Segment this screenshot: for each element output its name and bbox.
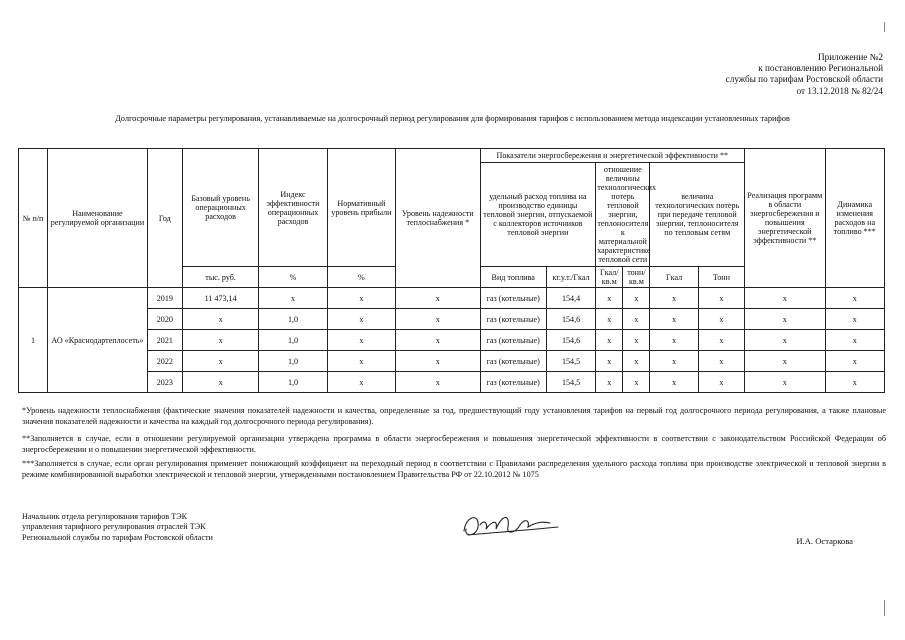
position-line: Региональной службы по тарифам Ростовской области — [22, 532, 213, 542]
cell-fuel: 154,6 — [546, 309, 595, 330]
cell-reliability: x — [396, 351, 480, 372]
document-title: Долгосрочные параметры регулирования, устанавливаемые на долгосрочный период регулирования для формирования тарифов с использованием метода индексации установленных тарифов — [115, 114, 790, 123]
cell-fuel: 154,6 — [546, 330, 595, 351]
unit-ratio-gcal: Гкал/кв.м — [596, 267, 623, 288]
cell-index: 1,0 — [259, 351, 327, 372]
cell-program: x — [745, 309, 825, 330]
cell-fuel-type: газ (котельные) — [480, 309, 546, 330]
cell-norm: x — [327, 351, 395, 372]
cell-reliability: x — [396, 330, 480, 351]
cell-ratio-gcal: x — [596, 372, 623, 393]
cell-reliability: x — [396, 309, 480, 330]
cell-dynamics: x — [825, 330, 885, 351]
cell-dynamics: x — [825, 372, 885, 393]
header-line: службы по тарифам Ростовской области — [725, 74, 883, 85]
cell-loss-gcal: x — [650, 288, 698, 309]
scan-mark — [884, 22, 885, 32]
header-num: № п/п — [19, 149, 48, 288]
cell-norm: x — [327, 288, 395, 309]
cell-year: 2023 — [147, 372, 182, 393]
cell-norm: x — [327, 372, 395, 393]
header-line: Приложение №2 — [818, 52, 883, 62]
cell-loss-gcal: x — [650, 330, 698, 351]
cell-index: 1,0 — [259, 372, 327, 393]
cell-year: 2019 — [147, 288, 182, 309]
cell-index: 1,0 — [259, 309, 327, 330]
org-number: 1 — [19, 288, 48, 393]
unit-loss-gcal: Гкал — [650, 267, 698, 288]
header-year: Год — [147, 149, 182, 288]
cell-ratio-tonn: x — [623, 288, 650, 309]
cell-ratio-tonn: x — [623, 351, 650, 372]
cell-fuel: 154,4 — [546, 288, 595, 309]
org-name: АО «Краснодартеплосеть» — [48, 288, 148, 393]
cell-ratio-gcal: x — [596, 288, 623, 309]
header-index: Индекс эффективности операционных расходов — [259, 149, 327, 267]
cell-program: x — [745, 372, 825, 393]
cell-year: 2020 — [147, 309, 182, 330]
header-reliability: Уровень надежности теплоснабжения * — [396, 149, 480, 288]
header-org: Наименование регулируемой организации — [48, 149, 148, 288]
cell-reliability: x — [396, 372, 480, 393]
header-line: от 13.12.2018 № 82/24 — [796, 85, 883, 96]
appendix-header — [726, 52, 883, 97]
cell-dynamics: x — [825, 351, 885, 372]
position-line: Начальник отдела регулирования тарифов ТЭК — [22, 512, 188, 521]
cell-loss-tonn: x — [698, 309, 744, 330]
cell-base: 11 473,14 — [182, 288, 258, 309]
cell-fuel-type: газ (котельные) — [480, 351, 546, 372]
cell-program: x — [745, 288, 825, 309]
cell-dynamics: x — [825, 309, 885, 330]
header-line: к постановлению Региональной — [758, 63, 883, 74]
cell-fuel-type: газ (котельные) — [480, 288, 546, 309]
signatory-name: И.А. Остаркова — [796, 536, 853, 546]
cell-fuel: 154,5 — [546, 372, 595, 393]
parameters-table — [18, 148, 885, 393]
cell-fuel-type: газ (котельные) — [480, 372, 546, 393]
cell-ratio-gcal: x — [596, 309, 623, 330]
cell-fuel: 154,5 — [546, 351, 595, 372]
footnote-dynamics: ***Заполняется в случае, если орган регулирования применяет понижающий коэффициент на переходный период в соответствии с Правилами распределения удельного расхода топлива при производстве электрической и тепловой энергии в режиме комбинированной выработки электрической и тепловой энергии, утвержденными постановлением Правительства РФ от 22.10.2012 № 1075 — [22, 459, 886, 479]
handwritten-signature — [458, 505, 568, 547]
cell-year: 2022 — [147, 351, 182, 372]
cell-loss-gcal: x — [650, 309, 698, 330]
table-row — [19, 309, 885, 330]
table-row — [19, 351, 885, 372]
cell-index: 1,0 — [259, 330, 327, 351]
cell-norm: x — [327, 330, 395, 351]
cell-loss-gcal: x — [650, 351, 698, 372]
header-norm: Нормативный уровень прибыли — [327, 149, 395, 267]
scan-mark — [884, 600, 885, 616]
cell-ratio-tonn: x — [623, 309, 650, 330]
unit-loss-tonn: Тонн — [698, 267, 744, 288]
cell-base: x — [182, 330, 258, 351]
header-dynamics: Динамика изменения расходов на топливо *** — [825, 149, 885, 288]
position-line: управления тарифного регулирования отраслей ТЭК — [22, 522, 206, 532]
cell-loss-tonn: x — [698, 351, 744, 372]
cell-base: x — [182, 351, 258, 372]
cell-reliability: x — [396, 288, 480, 309]
cell-ratio-tonn: x — [623, 372, 650, 393]
cell-ratio-gcal: x — [596, 330, 623, 351]
unit-fuel: кг.у.т./Гкал — [546, 267, 595, 288]
cell-loss-tonn: x — [698, 288, 744, 309]
table-row — [19, 288, 885, 309]
unit-ratio-tonn: тонн/кв.м — [623, 267, 650, 288]
cell-fuel-type: газ (котельные) — [480, 330, 546, 351]
cell-loss-gcal: x — [650, 372, 698, 393]
cell-ratio-gcal: x — [596, 351, 623, 372]
unit-fuel-type: Вид топлива — [480, 267, 546, 288]
table-row — [19, 330, 885, 351]
cell-year: 2021 — [147, 330, 182, 351]
cell-dynamics: x — [825, 288, 885, 309]
header-fuel: удельный расход топлива на производство единицы тепловой энергии, отпускаемой с коллекторов источников тепловой энергии — [480, 163, 596, 267]
cell-loss-tonn: x — [698, 372, 744, 393]
header-energy-group: Показатели энергосбережения и энергетической эффективности ** — [480, 149, 745, 163]
cell-index: x — [259, 288, 327, 309]
unit-index: % — [259, 267, 327, 288]
unit-base: тыс. руб. — [182, 267, 258, 288]
footnote-program: **Заполняется в случае, если в отношении регулируемой организации утверждена программа в области энергосбережения и повышения энергетической эффективности в соответствии с законодательством Российской Федерации об энергосбережении и о повышении энергетической эффективности. — [22, 434, 886, 454]
header-program: Реализация программ в области энергосбережения и повышения энергетической эффективности ** — [745, 149, 825, 288]
cell-base: x — [182, 372, 258, 393]
signatory-position — [22, 512, 213, 543]
header-losses: величина технологических потерь при передаче тепловой энергии, теплоносителя по тепловым сетям — [650, 163, 745, 267]
cell-program: x — [745, 330, 825, 351]
cell-base: x — [182, 309, 258, 330]
cell-norm: x — [327, 309, 395, 330]
header-base: Базовый уровень операционных расходов — [182, 149, 258, 267]
cell-program: x — [745, 351, 825, 372]
unit-norm: % — [327, 267, 395, 288]
header-ratio: отношение величины технологических потерь тепловой энергии, теплоносителя к материальной характеристике тепловой сети — [596, 163, 650, 267]
cell-ratio-tonn: x — [623, 330, 650, 351]
footnote-reliability: *Уровень надежности теплоснабжения (фактические значения показателей надежности и качества, определенные за год, предшествующий году установления тарифов на первый год долгосрочного периода регулирования, а также плановые значения показателей надежности и качества на каждый год долгосрочного периода регулирования). — [22, 406, 886, 426]
table-row — [19, 372, 885, 393]
cell-loss-tonn: x — [698, 330, 744, 351]
